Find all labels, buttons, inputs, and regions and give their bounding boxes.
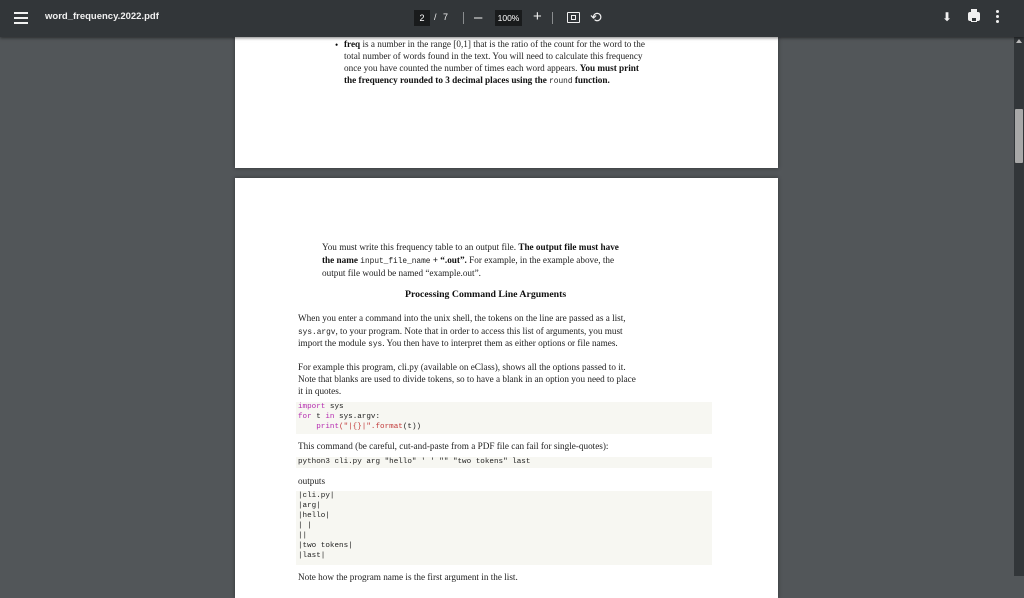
- scrollbar-thumb[interactable]: [1015, 109, 1023, 163]
- download-icon[interactable]: ⬇: [942, 10, 953, 24]
- output-line: |arg|: [298, 502, 321, 510]
- toolbar-divider: [552, 12, 553, 24]
- output-line: |cli.py|: [298, 492, 335, 500]
- toolbar-divider: [463, 12, 464, 24]
- text-line: it in quotes.: [298, 386, 342, 396]
- text-line: the frequency rounded to 3 decimal places using the round function.: [344, 75, 610, 86]
- menu-icon[interactable]: [14, 12, 28, 24]
- text-line: freq is a number in the range [0,1] that is the ratio of the count for the word to the: [344, 39, 645, 49]
- text-line: Note how the program name is the first argument in the list.: [298, 572, 518, 582]
- text-line: the name input_file_name + “.out”. For example, in the example above, the: [322, 255, 615, 266]
- fit-to-page-icon[interactable]: [567, 12, 580, 23]
- text-line: output file would be named “example.out”.: [322, 268, 481, 278]
- scroll-up-icon[interactable]: [1016, 39, 1022, 43]
- text-line: sys.argv, to your program. Note that in order to access this list of arguments, you must: [298, 326, 623, 337]
- scrollbar[interactable]: [1014, 37, 1024, 576]
- command-block: python3 cli.py arg "hello" ' ' "" "two tokens" last: [296, 457, 712, 468]
- code-block: import sys for t in sys.argv: print("|{}|".format(t)): [296, 402, 712, 434]
- rotate-icon[interactable]: ⟲: [590, 9, 602, 25]
- text-line: You must write this frequency table to an output file. The output file must have: [322, 242, 619, 252]
- text-line: outputs: [298, 476, 326, 486]
- output-line: |two tokens|: [298, 542, 353, 550]
- print-icon[interactable]: [968, 12, 980, 21]
- output-line: ||: [298, 532, 308, 540]
- zoom-input[interactable]: 100%: [495, 10, 522, 26]
- more-options-icon[interactable]: [996, 10, 1000, 25]
- page-number-input[interactable]: 2: [414, 10, 430, 26]
- output-line: | |: [298, 522, 312, 530]
- text-line: total number of words found in the text. You will need to calculate this frequency: [344, 51, 643, 61]
- pdf-toolbar: [0, 0, 1024, 37]
- bullet: •: [335, 40, 339, 50]
- output-line: |hello|: [298, 512, 330, 520]
- pdf-page-2: [235, 178, 778, 598]
- text-line: For example this program, cli.py (available on eClass), shows all the options passed to it.: [298, 362, 626, 372]
- text-line: import the module sys. You then have to interpret them as either options or file names.: [298, 338, 618, 349]
- text-line: once you have counted the number of times each word appears. You must print: [344, 63, 639, 73]
- document-title: word_frequency.2022.pdf: [45, 11, 159, 22]
- page-separator: /: [434, 12, 437, 22]
- text-line: Note that blanks are used to divide tokens, so to have a blank in an option you need to place: [298, 374, 636, 384]
- zoom-out-button[interactable]: –: [474, 9, 483, 26]
- output-line: |last|: [298, 552, 326, 560]
- zoom-in-button[interactable]: +: [533, 8, 542, 25]
- text-line: When you enter a command into the unix shell, the tokens on the line are passed as a list,: [298, 313, 626, 323]
- page-total: 7: [443, 12, 449, 22]
- text-line: This command (be careful, cut-and-paste from a PDF file can fail for single-quotes):: [298, 441, 609, 451]
- output-block: [296, 491, 712, 565]
- section-heading: Processing Command Line Arguments: [405, 289, 567, 300]
- pdf-page-1: [235, 37, 778, 168]
